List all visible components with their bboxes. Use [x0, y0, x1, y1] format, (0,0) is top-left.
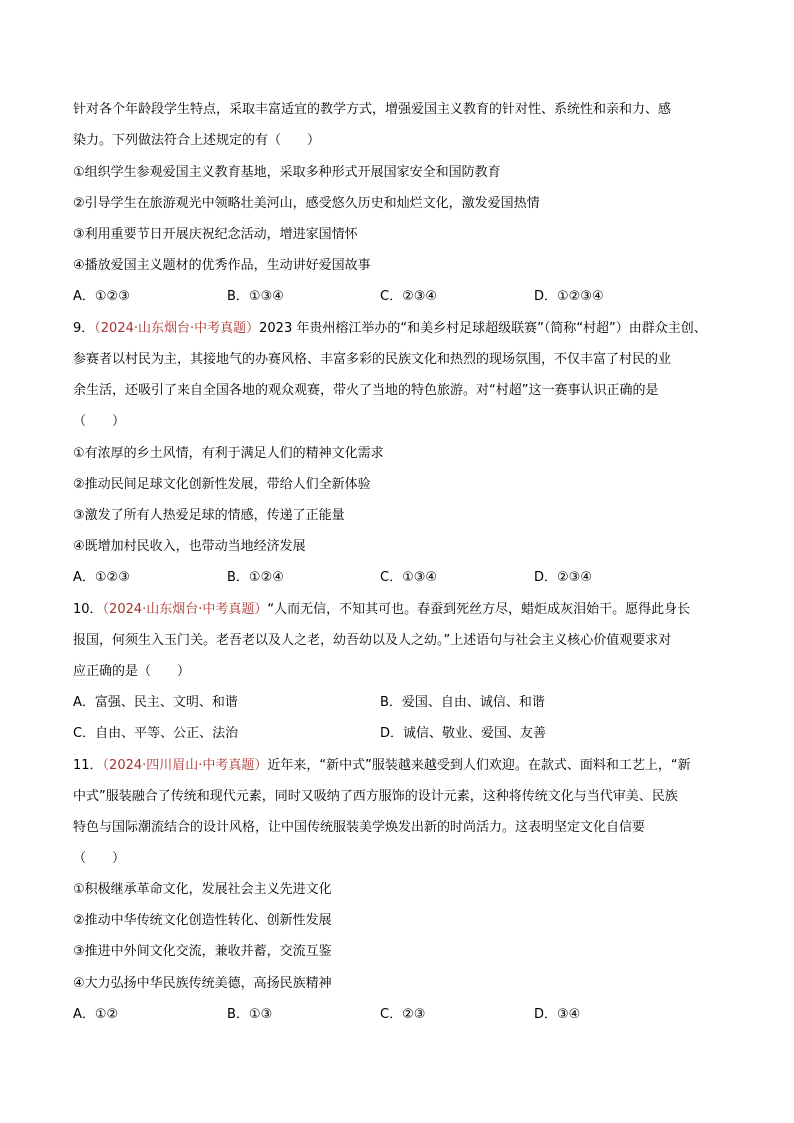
q10-option-a[interactable]: A．富强、民主、文明、和谐	[73, 695, 238, 710]
q8-option-b[interactable]: B．①③④	[227, 289, 284, 304]
q11-item-4: ④大力弘扬中华民族传统美德，高扬民族精神	[73, 976, 332, 991]
q11-item-1: ①积极继承革命文化，发展社会主义先进文化	[73, 882, 332, 897]
q11-source: （2024·四川眉山·中考真题）	[102, 758, 268, 773]
q11-stem-line-1	[73, 757, 691, 775]
q9-item-1: ①有浓厚的乡土风情，有利于满足人们的精神文化需求	[73, 446, 384, 461]
q9-item-4: ④既增加村民收入，也带动当地经济发展	[73, 539, 306, 554]
q11-stem-line-2: 中式”服装融合了传统和现代元素，同时又吸纳了西方服饰的设计元素，这种将传统文化与当代审美、民族	[73, 789, 678, 804]
q11-option-c[interactable]: C．②③	[380, 1007, 426, 1022]
q9-stem-first: 2023 年贵州榕江举办的“和美乡村足球超级联赛”（简称“村超”）由群众主创、	[259, 321, 707, 336]
q8-option-d[interactable]: D．①②③④	[534, 289, 604, 304]
q10-stem-first: “人而无信，不知其可也。春蚕到死丝方尽，蜡炬成灰泪始干。愿得此身长	[267, 602, 691, 617]
q10-option-d[interactable]: D．诚信、敬业、爱国、友善	[380, 726, 547, 741]
q10-option-c[interactable]: C．自由、平等、公正、法治	[73, 726, 239, 741]
q8-option-a[interactable]: A．①②③	[73, 289, 130, 304]
q11-number: 11．	[73, 758, 103, 773]
q9-stem-line-3: 余生活，还吸引了来自全国各地的观众观赛，带火了当地的特色旅游。对“村超”这一赛事认识正确的是	[73, 383, 659, 398]
q11-option-b[interactable]: B．①③	[227, 1007, 273, 1022]
q8-option-c[interactable]: C．②③④	[380, 289, 438, 304]
q11-item-2: ②推动中华传统文化创造性转化、创新性发展	[73, 913, 332, 928]
q10-stem-line-1	[73, 601, 690, 619]
q9-stem-line-4: （ ）	[73, 414, 126, 429]
q11-option-a[interactable]: A．①②	[73, 1007, 119, 1022]
q9-item-3: ③激发了所有人热爱足球的情感，传递了正能量	[73, 508, 345, 523]
q8-item-3: ③利用重要节日开展庆祝纪念活动，增进家国情怀	[73, 227, 358, 242]
q9-option-a[interactable]: A．①②③	[73, 570, 130, 585]
q8-stem-line-2: 染力。下列做法符合上述规定的有（ ）	[73, 133, 321, 148]
q9-number: 9．	[73, 321, 95, 336]
q8-item-2: ②引导学生在旅游观光中领略壮美河山，感受悠久历史和灿烂文化，激发爱国热情	[73, 196, 540, 211]
q11-stem-line-3: 特色与国际潮流结合的设计风格，让中国传统服装美学焕发出新的时尚活力。这表明坚定文化自信要	[73, 820, 646, 835]
q9-source: （2024·山东烟台·中考真题）	[94, 321, 260, 336]
q11-stem-line-4: （ ）	[73, 851, 126, 866]
q9-option-b[interactable]: B．①②④	[227, 570, 284, 585]
q10-option-b[interactable]: B．爱国、自由、诚信、和谐	[380, 695, 545, 710]
q10-stem-line-2: 报国，何须生入玉门关。老吾老以及人之老，幼吾幼以及人之幼。”上述语句与社会主义核心价值观要求对	[73, 633, 672, 648]
q9-stem-line-1	[73, 320, 707, 338]
q10-stem-line-3: 应正确的是（ ）	[73, 664, 191, 679]
q11-stem-first: 近年来，“新中式”服装越来越受到人们欢迎。在款式、面料和工艺上，“新	[267, 758, 691, 773]
q9-option-c[interactable]: C．①③④	[380, 570, 438, 585]
q8-item-1: ①组织学生参观爱国主义教育基地，采取多种形式开展国家安全和国防教育	[73, 165, 501, 180]
q8-stem-line-1: 针对各个年龄段学生特点，采取丰富适宜的教学方式，增强爱国主义教育的针对性、系统性和亲和力、感	[73, 102, 672, 117]
q11-item-3: ③推进中外间文化交流，兼收并蓄，交流互鉴	[73, 944, 332, 959]
q8-item-4: ④播放爱国主义题材的优秀作品，生动讲好爱国故事	[73, 258, 371, 273]
q9-stem-line-2: 参赛者以村民为主，其接地气的办赛风格、丰富多彩的民族文化和热烈的现场氛围，不仅丰富了村民的业	[73, 352, 672, 367]
q10-source: （2024·山东烟台·中考真题）	[102, 602, 268, 617]
q10-number: 10．	[73, 602, 103, 617]
q9-item-2: ②推动民间足球文化创新性发展，带给人们全新体验	[73, 477, 371, 492]
q11-option-d[interactable]: D．③④	[534, 1007, 581, 1022]
q9-option-d[interactable]: D．②③④	[534, 570, 592, 585]
